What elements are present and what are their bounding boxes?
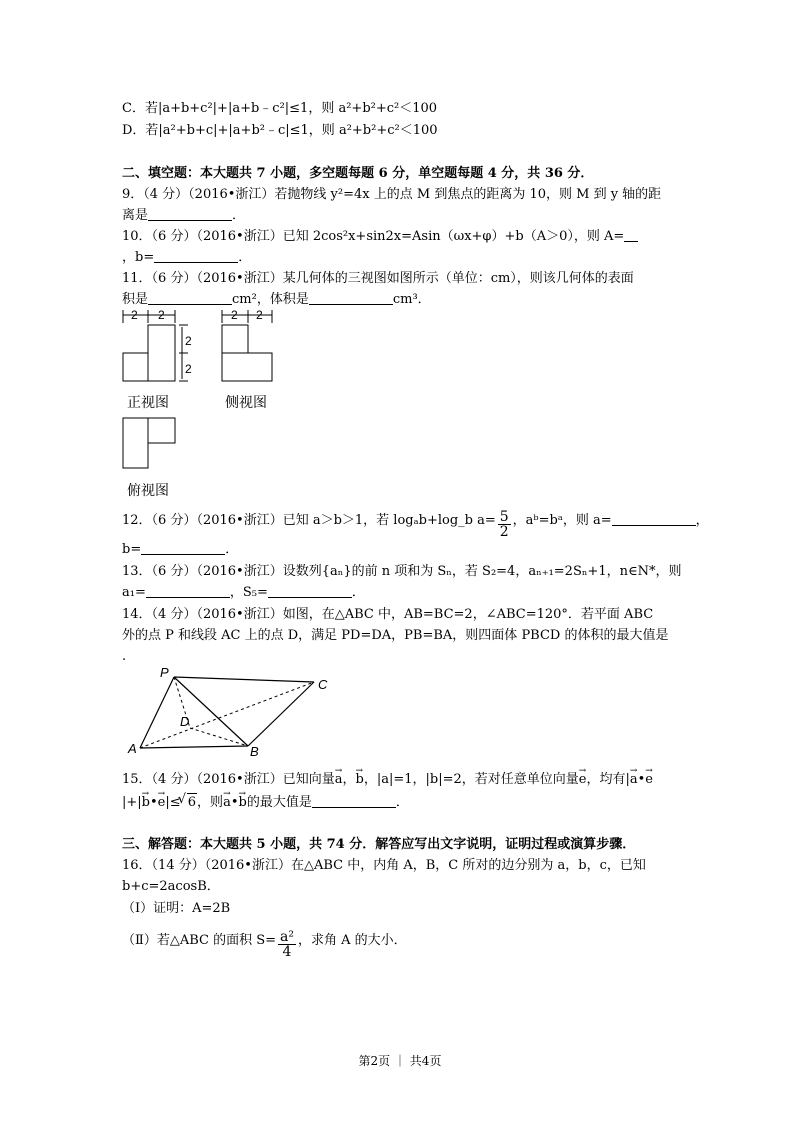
vec-a-3: → a bbox=[223, 794, 231, 812]
label-a: A bbox=[128, 741, 137, 756]
q16-line2: b+c=2acosB． bbox=[122, 879, 220, 894]
q14-line1: 14．（4 分）（2016•浙江）如图，在△ABC 中，AB=BC=2，∠ABC=120°．若平面 ABC bbox=[122, 607, 654, 622]
q10-b-text: ，b= bbox=[122, 250, 155, 265]
option-d: D．若|a²+b+c|+|a+b²﹣c|≤1，则 a²+b²+c²＜100 bbox=[122, 123, 438, 138]
q15-blank bbox=[312, 795, 396, 808]
q9-blank bbox=[148, 208, 232, 221]
q11-text-a: 积是 bbox=[122, 292, 149, 307]
q15-line2: |+|→ b•→ e|≤ √ 6，则→ a•→ b的最大值是 ． bbox=[122, 793, 409, 812]
option-c: C．若|a+b+c²|+|a+b﹣c²|≤1，则 a²+b²+c²＜100 bbox=[122, 101, 438, 116]
q12-numerator: 5 bbox=[499, 509, 509, 525]
section-3-title: 三、解答题：本大题共 5 小题，共 74 分．解答应写出文字说明，证明过程或演算步骤． bbox=[122, 837, 636, 852]
q16-text-a: （Ⅱ）若△ABC 的面积 S= bbox=[122, 933, 277, 948]
page-footer: 第2页 ｜ 共4页 bbox=[358, 1054, 442, 1068]
label-d: D bbox=[180, 714, 190, 729]
q11-line1: 11．（6 分）（2016•浙江）某几何体的三视图如图所示（单位：cm），则该几何体的表面 bbox=[122, 271, 634, 286]
tetrahedron-figure bbox=[118, 664, 350, 758]
vec-b-3: → b bbox=[239, 794, 247, 812]
q13-blank-a1 bbox=[146, 585, 230, 598]
q11-blank-volume bbox=[309, 292, 393, 305]
q12-line1: 12．（6 分）（2016•浙江）已知 a＞b＞1，若 logₐb+log_b a= $\frac{5}{2}$ ，aᵇ=bᵃ，则 a= ， bbox=[122, 509, 709, 540]
q12-blank-b bbox=[141, 542, 225, 555]
label-p: P bbox=[160, 665, 169, 680]
q12-text-a: 12．（6 分）（2016•浙江）已知 a＞b＞1，若 logₐb+log_b a= bbox=[122, 513, 496, 528]
q13-text-a: a₁= bbox=[122, 585, 146, 600]
q12-line2: b= ． bbox=[122, 542, 239, 557]
q12-blank-a bbox=[612, 513, 696, 526]
q9-text: 离是 bbox=[122, 208, 149, 223]
q11-text-b: cm²，体积是 bbox=[232, 292, 309, 307]
vec-a-2: → a bbox=[630, 771, 638, 789]
q10-blank-b bbox=[154, 250, 238, 263]
q11-blank-area bbox=[148, 292, 232, 305]
dim-front-upper: 2 bbox=[185, 334, 192, 348]
q9-line1: 9．（4 分）（2016•浙江）若抛物线 y²=4x 上的点 M 到焦点的距离为 10，则 M 到 y 轴的距 bbox=[122, 187, 662, 202]
q9-line2: 离是 ． bbox=[122, 208, 246, 223]
q12-denominator: 2 bbox=[499, 524, 509, 540]
q15-text-d: ，则 bbox=[197, 795, 224, 810]
q10-line1 bbox=[122, 228, 638, 246]
dim-front-lower: 2 bbox=[185, 362, 192, 376]
top-view-label: 俯视图 bbox=[127, 482, 169, 498]
q12-b-text: b= bbox=[122, 542, 142, 557]
label-b: B bbox=[250, 744, 259, 758]
vec-a: → a bbox=[335, 771, 343, 789]
q15-text-a: 15．（4 分）（2016•浙江）已知向量 bbox=[122, 772, 335, 787]
vec-e-2: → e bbox=[645, 771, 653, 789]
q10-line2: ，b= ． bbox=[122, 250, 252, 265]
q16-text-b: ，求角 A 的大小． bbox=[298, 933, 407, 948]
q16-line1: 16．（14 分）（2016•浙江）在△ABC 中，内角 A，B，C 所对的边分别为 a，b，c，已知 bbox=[122, 858, 646, 873]
dim-front-right: 2 bbox=[158, 308, 165, 322]
side-view-label: 侧视图 bbox=[225, 394, 267, 410]
q16-fraction bbox=[278, 930, 296, 959]
dim-side-right: 2 bbox=[256, 308, 263, 322]
q11-text-c: cm³． bbox=[392, 292, 431, 307]
vec-e: → e bbox=[579, 771, 587, 789]
q15-text-c: ，均有 bbox=[586, 772, 626, 787]
q13-line2: a₁= ，S₅= ． bbox=[122, 585, 365, 600]
q14-blank-dot: . bbox=[122, 649, 127, 664]
section-2-title: 二、填空题：本大题共 7 小题，多空题每题 6 分，单空题每题 4 分，共 36 分． bbox=[122, 166, 594, 181]
q13-text-b: ，S₅= bbox=[229, 585, 268, 600]
dim-front-left: 2 bbox=[131, 308, 138, 322]
dim-side-left: 2 bbox=[231, 308, 238, 322]
q12-text-b: ，aᵇ=bᵃ，则 a= bbox=[512, 513, 612, 528]
vec-b: → b bbox=[355, 771, 363, 789]
q12-fraction bbox=[498, 510, 511, 539]
q10-text: 10．（6 分）（2016•浙江）已知 2cos²x+sin2x=Asin（ωx+φ）+b（A＞0），则 A= bbox=[122, 229, 625, 244]
q16-part1: （Ⅰ）证明：A=2B bbox=[122, 901, 231, 916]
q16-part2 bbox=[122, 930, 407, 959]
q13-blank-s5 bbox=[268, 585, 352, 598]
q15-line1: 15．（4 分）（2016•浙江）已知向量→ a，→ b，|a|=1，|b|=2，若对任意单位向量→ e，均有|→ a•→ e bbox=[122, 771, 653, 789]
sqrt-6: √ 6 bbox=[187, 793, 197, 812]
q15-text-b: ，|a|=1，|b|=2，若对任意单位向量 bbox=[363, 772, 579, 787]
q16-denominator: 4 bbox=[282, 944, 292, 960]
label-c: C bbox=[318, 677, 328, 692]
q14-line2: 外的点 P 和线段 AC 上的点 D，满足 PD=DA，PB=BA，则四面体 PBCD 的体积的最大值是 bbox=[122, 628, 669, 643]
vec-b-2: → b bbox=[142, 794, 150, 812]
q15-text-e: 的最大值是 bbox=[246, 795, 312, 810]
front-view-label: 正视图 bbox=[127, 394, 169, 410]
vec-e-3: → e bbox=[158, 794, 166, 812]
q13-line1: 13．（6 分）（2016•浙江）设数列{aₙ}的前 n 项和为 Sₙ，若 S₂=4，aₙ₊₁=2Sₙ+1，n∈N*，则 bbox=[122, 564, 682, 579]
three-view-figure bbox=[118, 305, 288, 500]
q16-numerator: a² bbox=[280, 929, 294, 945]
q10-blank-a bbox=[624, 229, 638, 242]
